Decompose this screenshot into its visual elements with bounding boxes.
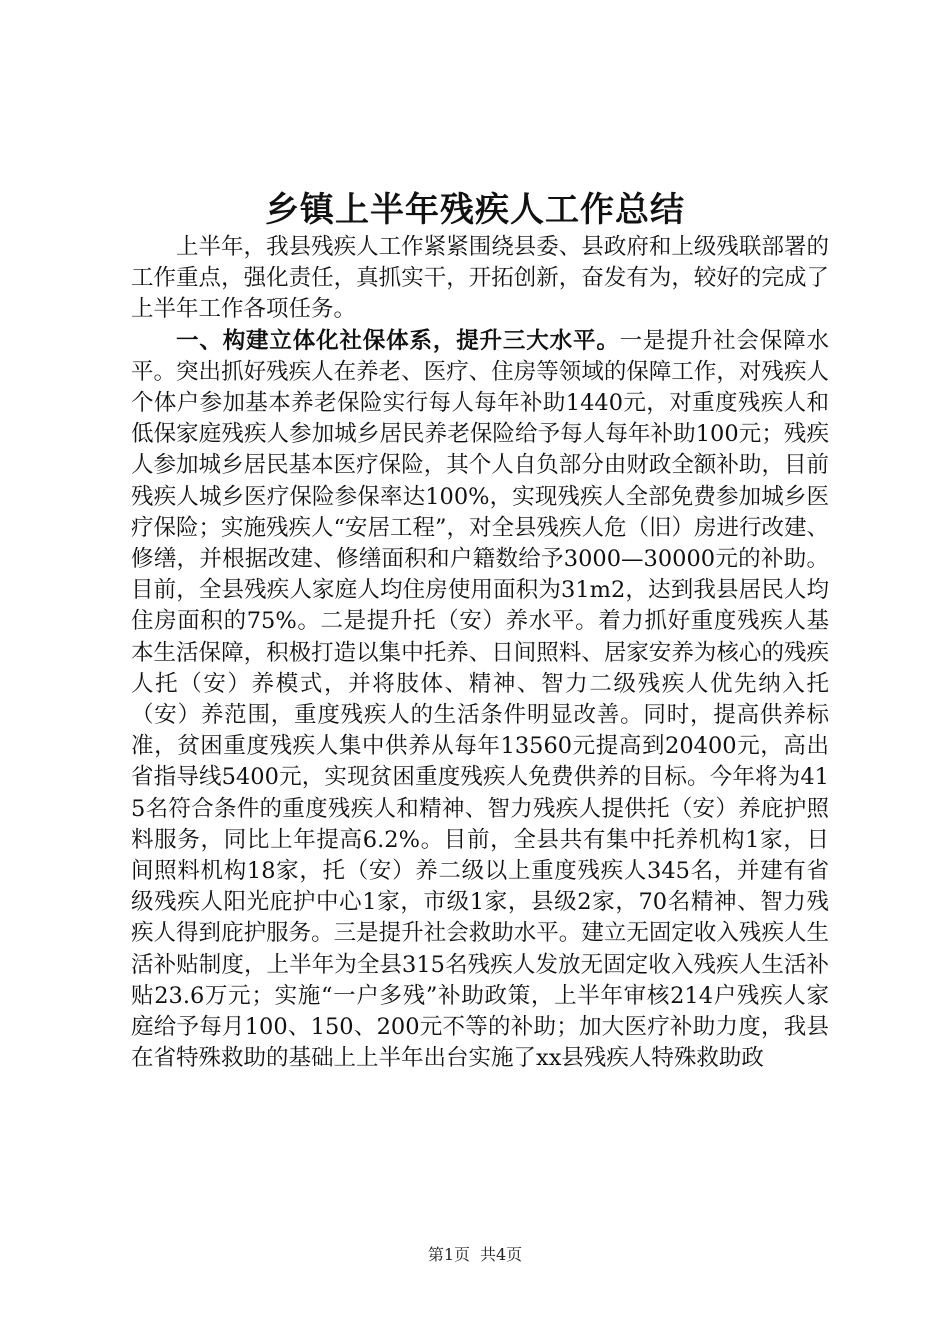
page-footer xyxy=(0,1243,950,1267)
document-title: 乡镇上半年残疾人工作总结 xyxy=(265,190,685,230)
paragraph-intro xyxy=(131,232,829,326)
paragraph-text: 上半年，我县残疾人工作紧紧围绕县委、县政府和上级残联部署的工作重点，强化责任，真抓实干，开拓创新，奋发有为，较好的完成了上半年工作各项任务。 xyxy=(131,234,829,323)
paragraph-section-1 xyxy=(131,326,829,1075)
page-number: 第1页 xyxy=(427,1245,470,1264)
paragraph-text: 一是提升社会保障水平。突出抓好残疾人在养老、医疗、住房等领域的保障工作，对残疾人个体户参加基本养老保险实行每人每年补助1440元，对重度残疾人和低保家庭残疾人参加城乡居民养老保险给予每人每年补助100元；残疾人参加城乡居民基本医疗保险，其个人自负部分由财政全额补助，目前残疾人城乡医疗保险参保率达100%，实现残疾人全部免费参加城乡医疗保险；实施残疾人“安居工程”，对全县残疾人危（旧）房进行改建、修缮，并根据改建、修缮面积和户籍数给予3000—30000元的补助。目前，全县残疾人家庭人均住房使用面积为31m2，达到我县居民人均住房面积的75%。二是提升托（安）养水平。着力抓好重度残疾人基本生活保障，积极打造以集中托养、日间照料、居家安养为核心的残疾人托（安）养模式，并将肢体、精神、智力二级残疾人优先纳入托（安）养范围，重度残疾人的生活条件明显改善。同时，提高供养标准，贫困重度残疾人集中供养从每年13560元提高到20400元，高出省指导线5400元，实现贫困重度残疾人免费供养的目标。今年将为415名符合条件的重度残疾人和精神、智力残疾人提供托（安）养庇护照料服务，同比上年提高6.2%。目前，全县共有集中托养机构1家，日间照料机构18家，托（安）养二级以上重度残疾人345名，并建有省级残疾人阳光庇护中心1家，市级1家，县级2家，70名精神、智力残疾人得到庇护服务。三是提升社会救助水平。建立无固定收入残疾人生活补贴制度，上半年为全县315名残疾人发放无固定收入残疾人生活补贴23.6万元；实施“一户多残”补助政策，上半年审核214户残疾人家庭给予每月100、150、200元不等的补助；加大医疗补助力度，我县在省特殊救助的基础上上半年出台实施了xx县残疾人特殊救助政 xyxy=(131,327,830,1072)
document-body xyxy=(131,232,829,1074)
section-heading: 一、构建立体化社保体系，提升三大水平。 xyxy=(176,327,620,354)
page-count: 共4页 xyxy=(480,1245,523,1264)
